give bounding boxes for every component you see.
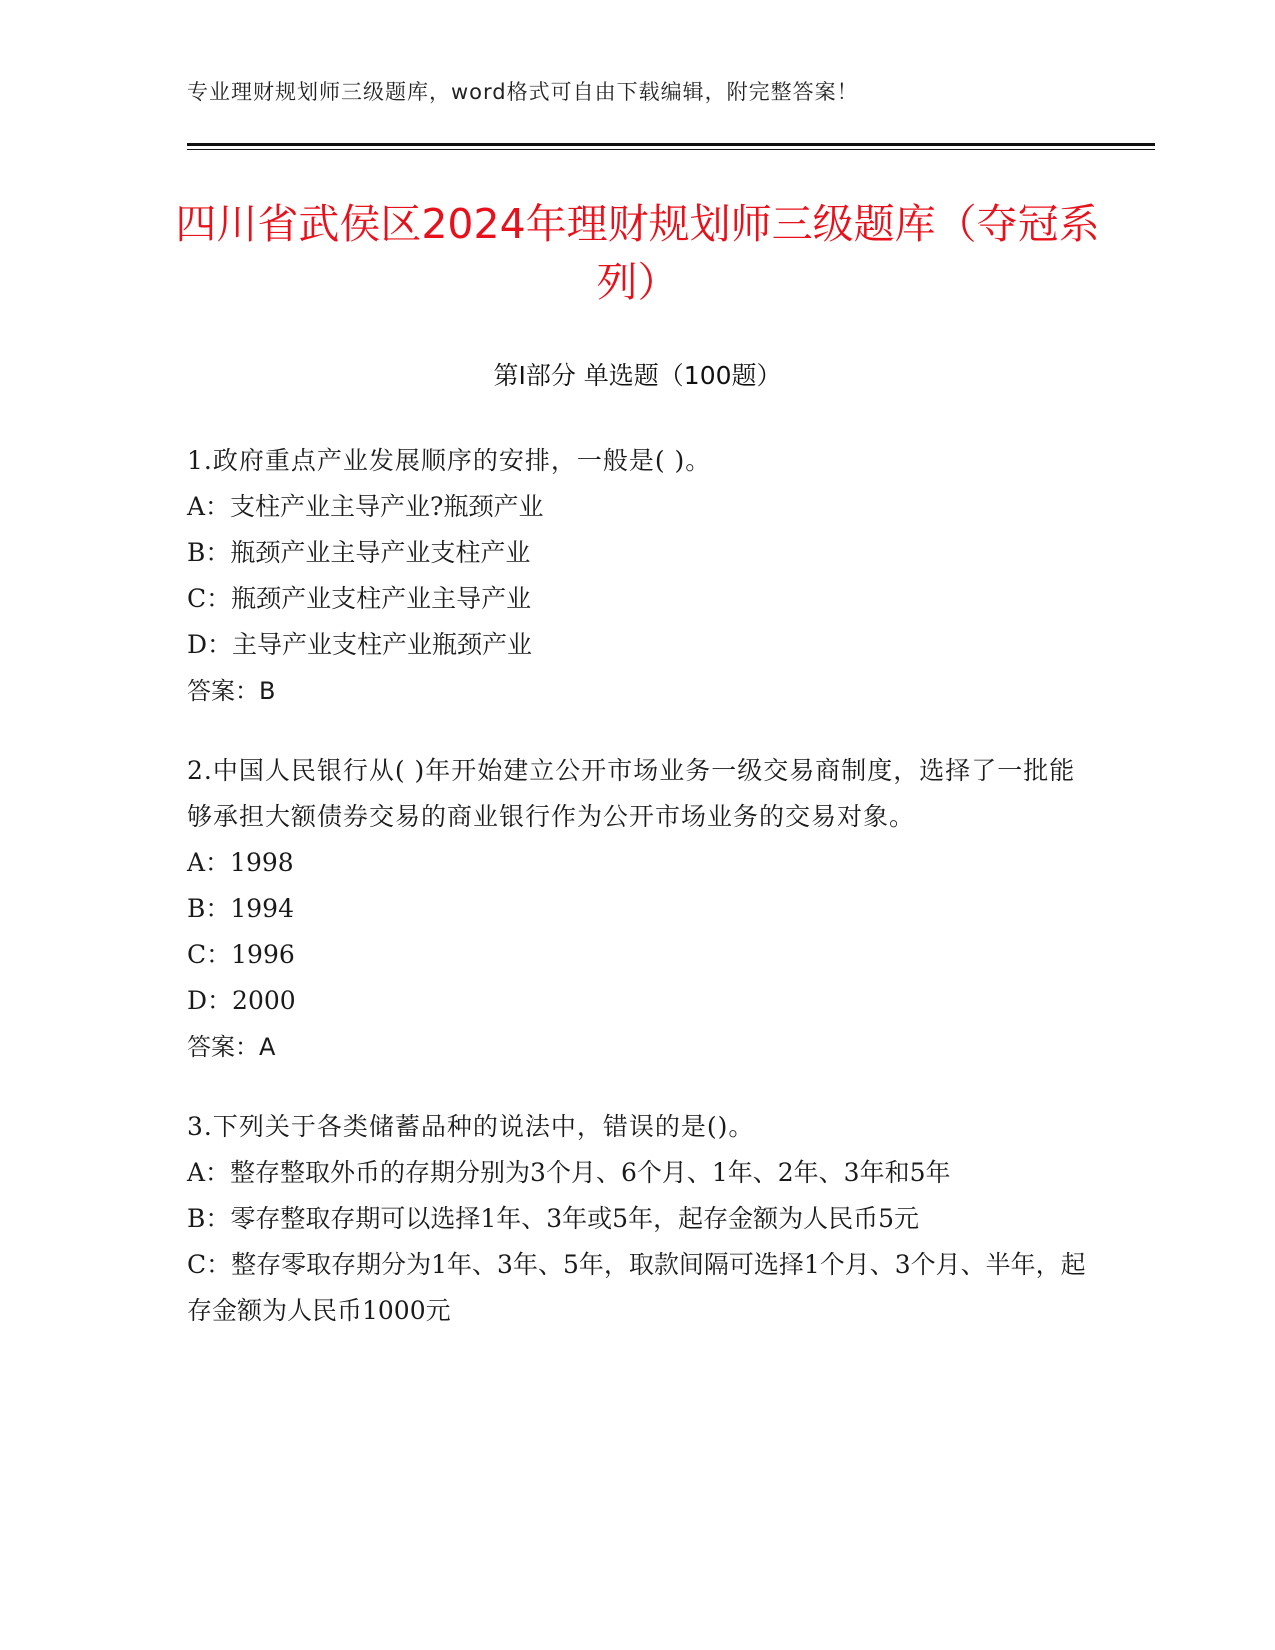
option-a: A：1998 bbox=[187, 848, 294, 877]
option-b: B：瓶颈产业主导产业支柱产业 bbox=[187, 538, 531, 567]
header-rule-thin bbox=[187, 149, 1155, 150]
answer: 答案：A bbox=[187, 1033, 276, 1061]
option-b: B：零存整取存期可以选择1年、3年或5年，起存金额为人民币5元 bbox=[187, 1204, 919, 1233]
header-note: 专业理财规划师三级题库，word格式可自由下载编辑，附完整答案！ bbox=[187, 80, 859, 104]
question-3 bbox=[187, 1104, 1087, 1334]
header-rule-thick bbox=[187, 143, 1155, 146]
option-d: D：主导产业支柱产业瓶颈产业 bbox=[187, 630, 533, 659]
section-heading: 第I部分 单选题（100题） bbox=[493, 361, 782, 390]
answer: 答案：B bbox=[187, 677, 276, 705]
question-list bbox=[187, 438, 1087, 1368]
option-a: A：整存整取外币的存期分别为3个月、6个月、1年、2年、3年和5年 bbox=[187, 1158, 951, 1187]
option-c: C：整存零取存期分为1年、3年、5年，取款间隔可选择1个月、3个月、半年，起存金额为人民币1000元 bbox=[187, 1250, 1086, 1325]
option-c: C：1996 bbox=[187, 940, 295, 969]
question-1 bbox=[187, 438, 1087, 714]
option-a: A：支柱产业主导产业?瓶颈产业 bbox=[187, 492, 544, 521]
question-stem: 3.下列关于各类储蓄品种的说法中，错误的是()。 bbox=[187, 1112, 755, 1141]
document-title: 四川省武侯区2024年理财规划师三级题库（夺冠系列） bbox=[175, 200, 1100, 306]
option-d: D：2000 bbox=[187, 986, 296, 1015]
option-c: C：瓶颈产业支柱产业主导产业 bbox=[187, 584, 532, 613]
question-stem: 2.中国人民银行从( )年开始建立公开市场业务一级交易商制度，选择了一批能够承担大额债券交易的商业银行作为公开市场业务的交易对象。 bbox=[187, 756, 1076, 831]
question-2 bbox=[187, 748, 1087, 1070]
question-stem: 1.政府重点产业发展顺序的安排，一般是( )。 bbox=[187, 446, 712, 475]
option-b: B：1994 bbox=[187, 894, 294, 923]
